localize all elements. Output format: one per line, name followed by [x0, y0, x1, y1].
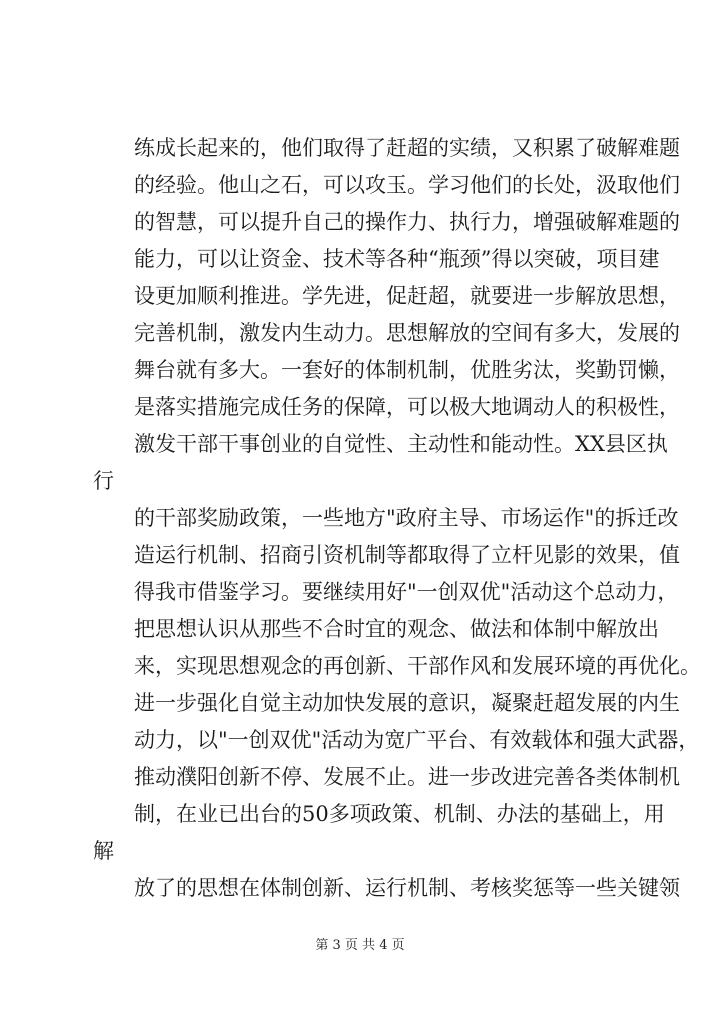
- text-line-wrap: 解: [93, 839, 114, 863]
- text-line: 推动濮阳创新不停、发展不止。进一步改进完善各类体制机: [134, 765, 680, 789]
- text-line-wrap: 行: [93, 469, 114, 493]
- text-line: 舞台就有多大。一套好的体制机制，优胜劣汰，奖勤罚懒，: [134, 358, 680, 382]
- text-line: 完善机制，激发内生动力。思想解放的空间有多大，发展的: [134, 321, 680, 345]
- text-line: 的经验。他山之石，可以攻玉。学习他们的长处，汲取他们: [134, 173, 680, 197]
- text-line: 动力，以"一创双优"活动为宽广平台、有效载体和强大武器，: [134, 728, 700, 752]
- text-line: 造运行机制、招商引资机制等都取得了立杆见影的效果，值: [134, 543, 680, 567]
- text-line: 把思想认识从那些不合时宜的观念、做法和体制中解放出: [134, 617, 659, 641]
- text-line: 得我市借鉴学习。要继续用好"一创双优"活动这个总动力，: [134, 580, 679, 604]
- text-line: 激发干部干事创业的自觉性、主动性和能动性。XX县区执: [134, 432, 668, 456]
- text-line: 来，实现思想观念的再创新、干部作风和发展环境的再优化。: [134, 654, 701, 678]
- text-line: 是落实措施完成任务的保障，可以极大地调动人的积极性，: [134, 395, 680, 419]
- page-number-footer: 第 3 页 共 4 页: [315, 938, 405, 953]
- text-line: 设更加顺利推进。学先进，促赶超，就要进一步解放思想，: [134, 284, 680, 308]
- text-line: 进一步强化自觉主动加快发展的意识，凝聚赶超发展的内生: [134, 691, 680, 715]
- text-line: 练成长起来的，他们取得了赶超的实绩，又积累了破解难题: [134, 136, 680, 160]
- text-line: 的干部奖励政策，一些地方"政府主导、市场运作"的拆迁改: [134, 506, 679, 530]
- text-line: 制，在业已出台的50多项政策、机制、办法的基础上，用: [134, 802, 665, 826]
- text-line: 能力，可以让资金、技术等各种“瓶颈”得以突破，项目建: [134, 247, 660, 271]
- text-line: 的智慧，可以提升自己的操作力、执行力，增强破解难题的: [134, 210, 680, 234]
- text-line: 放了的思想在体制创新、运行机制、考核奖惩等一些关键领: [134, 876, 680, 900]
